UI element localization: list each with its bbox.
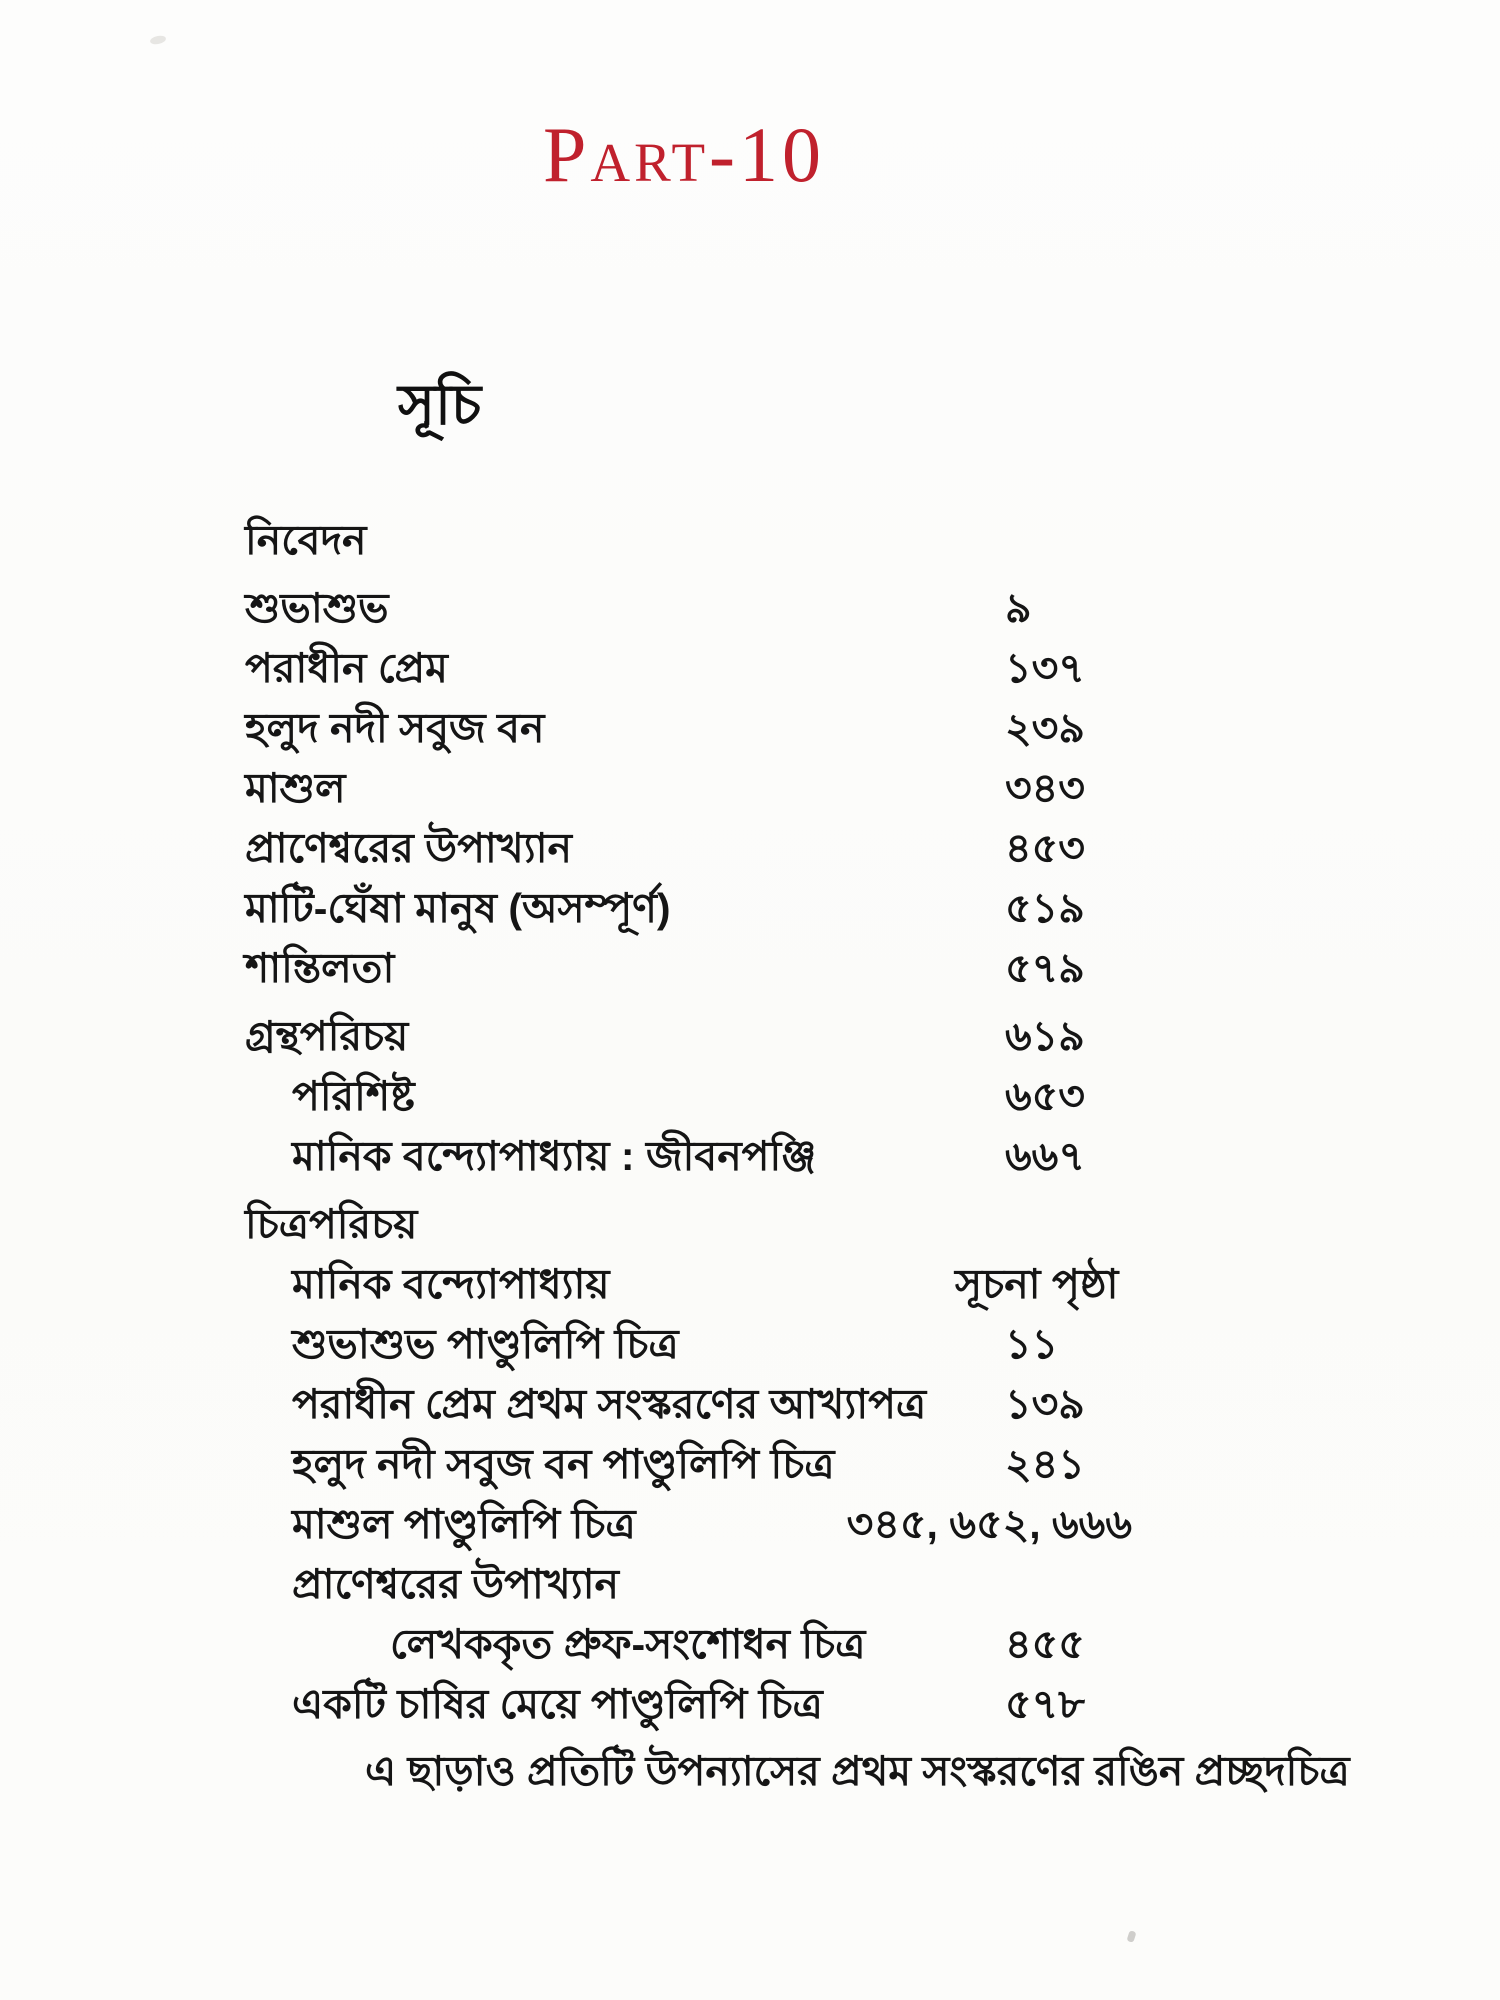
- toc-row: [0, 1616, 1500, 1676]
- toc-page-number: ২৪১: [1005, 1441, 1085, 1487]
- toc-row: [0, 940, 1500, 1000]
- toc-page-number: ৫১৯: [1005, 885, 1085, 931]
- toc-row: [0, 1556, 1500, 1616]
- toc-row: [0, 700, 1500, 760]
- toc-entry-title: মানিক বন্দ্যোপাধ্যায়: [292, 1261, 610, 1307]
- toc-entry-title: শুভাশুভ: [245, 585, 389, 631]
- toc-entry-title: হলুদ নদী সবুজ বন: [245, 705, 545, 751]
- toc-row: [0, 1676, 1500, 1736]
- toc-entry-title: মাটি-ঘেঁষা মানুষ (অসম্পূর্ণ): [245, 885, 671, 931]
- toc-entry-title: নিবেদন: [245, 517, 367, 563]
- toc-row: [0, 580, 1500, 640]
- toc-entry-title: পরাধীন প্রেম: [245, 645, 448, 691]
- toc-page-number: ৯: [1005, 585, 1032, 631]
- toc-entry-title: শান্তিলতা: [245, 945, 395, 991]
- toc-row: [0, 1128, 1500, 1188]
- toc-page-number: ২৩৯: [1005, 705, 1085, 751]
- toc-row: [0, 1068, 1500, 1128]
- toc-page-number: ১১: [1005, 1321, 1059, 1367]
- toc-entry-title: হলুদ নদী সবুজ বন পাণ্ডুলিপি চিত্র: [292, 1441, 835, 1487]
- toc-entry-title: চিত্রপরিচয়: [245, 1201, 418, 1247]
- toc-page-number: ৪৫৩: [1005, 825, 1085, 871]
- toc-page-number: ৬৫৩: [1005, 1073, 1085, 1119]
- part-title: Part-10: [542, 111, 826, 198]
- toc-row: [0, 640, 1500, 700]
- toc-entry-title: মাশুল পাণ্ডুলিপি চিত্র: [292, 1501, 636, 1547]
- toc-entry-title: প্রাণেশ্বরের উপাখ্যান: [292, 1561, 619, 1607]
- toc-entry-title: গ্রন্থপরিচয়: [245, 1013, 409, 1059]
- toc-page-number: ৬৬৭: [1005, 1133, 1085, 1179]
- toc-entry-title: শুভাশুভ পাণ্ডুলিপি চিত্র: [292, 1321, 679, 1367]
- toc-entry-title: মাশুল: [245, 765, 346, 811]
- toc-row: [0, 1496, 1500, 1556]
- contents-heading: সূচি: [398, 373, 482, 436]
- toc-row: [0, 512, 1500, 572]
- toc-entry-title: একটি চাষির মেয়ে পাণ্ডুলিপি চিত্র: [292, 1681, 823, 1727]
- toc-entry-title: লেখককৃত প্রুফ-সংশোধন চিত্র: [390, 1621, 866, 1667]
- toc-page-number: ৫৭৮: [1005, 1681, 1085, 1727]
- toc-page-label: সূচনা পৃষ্ঠা: [955, 1261, 1119, 1307]
- toc-page-number: ১৩৯: [1005, 1381, 1085, 1427]
- toc-page-number: ৩৪৫, ৬৫২, ৬৬৬: [846, 1501, 1132, 1547]
- toc-entry-title: প্রাণেশ্বরের উপাখ্যান: [245, 825, 572, 871]
- toc-entry-title: মানিক বন্দ্যোপাধ্যায় : জীবনপঞ্জি: [292, 1133, 817, 1179]
- scan-artifact: [149, 34, 166, 45]
- toc-row: [0, 1196, 1500, 1256]
- toc-entry-title: পরিশিষ্ট: [292, 1073, 415, 1119]
- toc-row: [0, 1376, 1500, 1436]
- toc-row: [0, 1316, 1500, 1376]
- toc-page-number: ৫৭৯: [1005, 945, 1085, 991]
- footnote-text: এ ছাড়াও প্রতিটি উপন্যাসের প্রথম সংস্করণের রঙিন প্রচ্ছদচিত্র: [365, 1748, 1350, 1794]
- toc-row: [0, 1256, 1500, 1316]
- toc-row: [0, 1008, 1500, 1068]
- toc-row: [0, 820, 1500, 880]
- toc-row: [0, 760, 1500, 820]
- toc-row: [0, 880, 1500, 940]
- toc-page-number: ১৩৭: [1005, 645, 1085, 691]
- toc-page-number: ৪৫৫: [1005, 1621, 1085, 1667]
- toc-page-number: ৬১৯: [1005, 1013, 1085, 1059]
- toc-page-number: ৩৪৩: [1005, 765, 1085, 811]
- toc-entry-title: পরাধীন প্রেম প্রথম সংস্করণের আখ্যাপত্র: [292, 1381, 927, 1427]
- toc-list: [0, 512, 1500, 1736]
- scan-artifact: [1126, 1930, 1136, 1943]
- toc-row: [0, 1436, 1500, 1496]
